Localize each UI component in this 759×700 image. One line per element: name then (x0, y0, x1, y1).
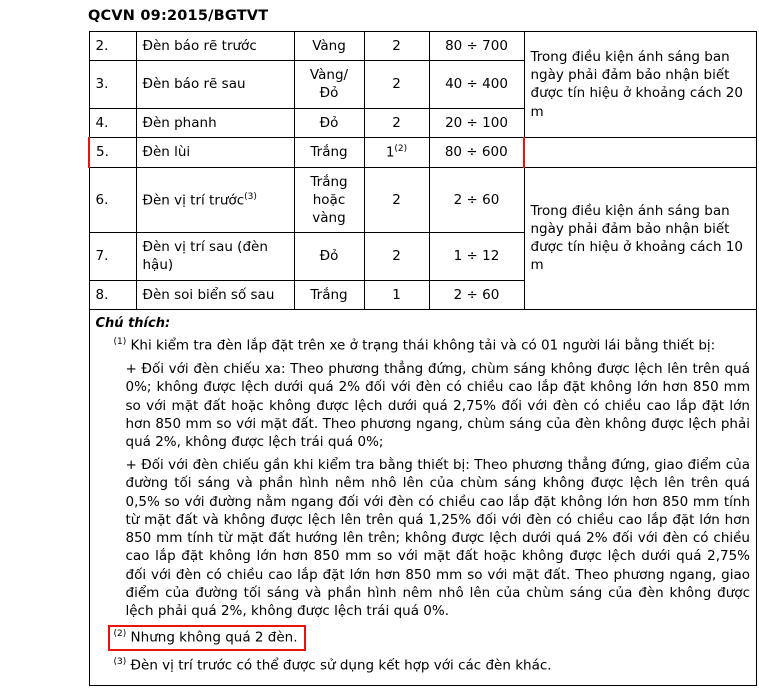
page-title: QCVN 09:2015/BGTVT (88, 8, 269, 24)
row-range: 80 ÷ 600 (429, 137, 524, 167)
footnote-text: + Đối với đèn chiếu xa: Theo phương thẳng đứng, chùm sáng không được lệch lên trên quá 0%; không được lệch dưới quá 2% đối với đèn có chiều cao lắp đặt không lớn hơn 850 mm so với mặt đất hoặc không được lệch dưới quá 2,75% đối với đèn có chiều cao lắp đặt lớn hơn 850 mm so với mặt đất. Theo phương ngang, chùm sáng của đèn không được lệch phải quá 2%, không được lệch trái quá 0%; (125, 361, 750, 451)
row-quantity: 2 (364, 233, 429, 280)
row-number: 4. (89, 108, 136, 137)
footnotes-title: Chú thích: (95, 315, 171, 331)
footnote-item-4 (96, 625, 751, 651)
table-row (89, 32, 757, 61)
row-name-text: Đèn vị trí trước (142, 192, 245, 209)
row-name: Đèn lùi (136, 137, 294, 167)
row-name: Đèn phanh (136, 108, 294, 137)
row-color: Trắng hoặc vàng (294, 167, 364, 233)
row-number: 8. (89, 280, 136, 309)
row-color: Vàng (294, 32, 364, 61)
row-number: 7. (89, 233, 136, 280)
footnote-text: Nhưng không quá 2 đèn. (130, 629, 298, 646)
footnote-marker: (2) (113, 629, 127, 640)
row-color: Vàng/ Đỏ (294, 61, 364, 108)
row-color: Đỏ (294, 108, 364, 137)
row-quantity-value: 1 (385, 144, 395, 161)
row-number: 6. (89, 167, 136, 233)
lighting-spec-table (88, 31, 757, 686)
row-name: Đèn báo rẽ trước (136, 32, 294, 61)
row-quantity (364, 137, 429, 167)
row-name: Đèn vị trí sau (đèn hậu) (136, 233, 294, 280)
group-note-1: Trong điều kiện ánh sáng ban ngày phải đảm bảo nhận biết được tín hiệu ở khoảng cách 20 m (524, 32, 757, 138)
footnote-item-1 (96, 336, 751, 355)
footnote-marker: (3) (113, 656, 127, 667)
row-quantity-footnote-ref: (2) (394, 143, 408, 154)
row-color: Trắng (294, 280, 364, 309)
group-note-2: Trong điều kiện ánh sáng ban ngày phải đảm bảo nhận biết được tín hiệu ở khoảng cách 10 m (524, 167, 757, 309)
row-color: Trắng (294, 137, 364, 167)
footnote-item-3 (96, 456, 751, 620)
footnote-highlight-box (108, 625, 306, 651)
row-name (136, 167, 294, 233)
footnote-text: Đèn vị trí trước có thể được sử dụng kết hợp với các đèn khác. (130, 657, 552, 674)
table-row (89, 167, 757, 233)
footnotes-cell (89, 309, 757, 685)
row-name-footnote-ref: (3) (244, 191, 257, 202)
row-quantity: 1 (364, 280, 429, 309)
row-quantity: 2 (364, 32, 429, 61)
row-range: 2 ÷ 60 (429, 167, 524, 233)
row-number: 3. (89, 61, 136, 108)
row-number: 5. (89, 137, 136, 167)
row-range: 2 ÷ 60 (429, 280, 524, 309)
row-range: 40 ÷ 400 (429, 61, 524, 108)
row-number: 2. (89, 32, 136, 61)
row-range: 80 ÷ 700 (429, 32, 524, 61)
footnote-text: + Đối với đèn chiếu gần khi kiểm tra bằng thiết bị: Theo phương thẳng đứng, giao điểm của đường tối sáng và phần hình nêm nhô lên của chùm sáng không được lệch lên trên quá 0,5% so với đường nằm ngang đối với đèn có chiều cao lắp đặt không lớn hơn 850 mm tính từ mặt đất và không được lệch lên trên quá 1,25% đối với đèn có chiều cao lắp đặt lớn hơn 850 mm tính từ mặt đất hướng lên trên; không được lệch dưới quá 2% đối với đèn có chiều cao lắp đặt không lớn hơn 850 mm so với mặt đất hoặc không được lệch dưới quá 2,75% đối với đèn có chiều cao lắp đặt lớn hơn 850 mm so với mặt đất. Theo phương ngang, giao điểm của đường tối sáng và phần hình nêm nhô lên của chùm sáng của đèn không được lệch phải quá 2%, không được lệch trái quá 0%. (125, 457, 750, 620)
footnote-item-5 (96, 656, 751, 675)
row-name: Đèn soi biển số sau (136, 280, 294, 309)
row-note-empty (524, 137, 757, 167)
footnote-text: Khi kiểm tra đèn lắp đặt trên xe ở trạng thái không tải và có 01 người lái bằng thiết bị: (130, 337, 716, 354)
row-quantity: 2 (364, 167, 429, 233)
row-range: 1 ÷ 12 (429, 233, 524, 280)
table-notes-row (89, 309, 757, 685)
footnote-item-2 (96, 360, 751, 451)
row-range: 20 ÷ 100 (429, 108, 524, 137)
row-quantity: 2 (364, 61, 429, 108)
table-row-highlighted (89, 137, 757, 167)
footnote-marker: (1) (113, 337, 127, 348)
row-quantity: 2 (364, 108, 429, 137)
row-name: Đèn báo rẽ sau (136, 61, 294, 108)
row-color: Đỏ (294, 233, 364, 280)
